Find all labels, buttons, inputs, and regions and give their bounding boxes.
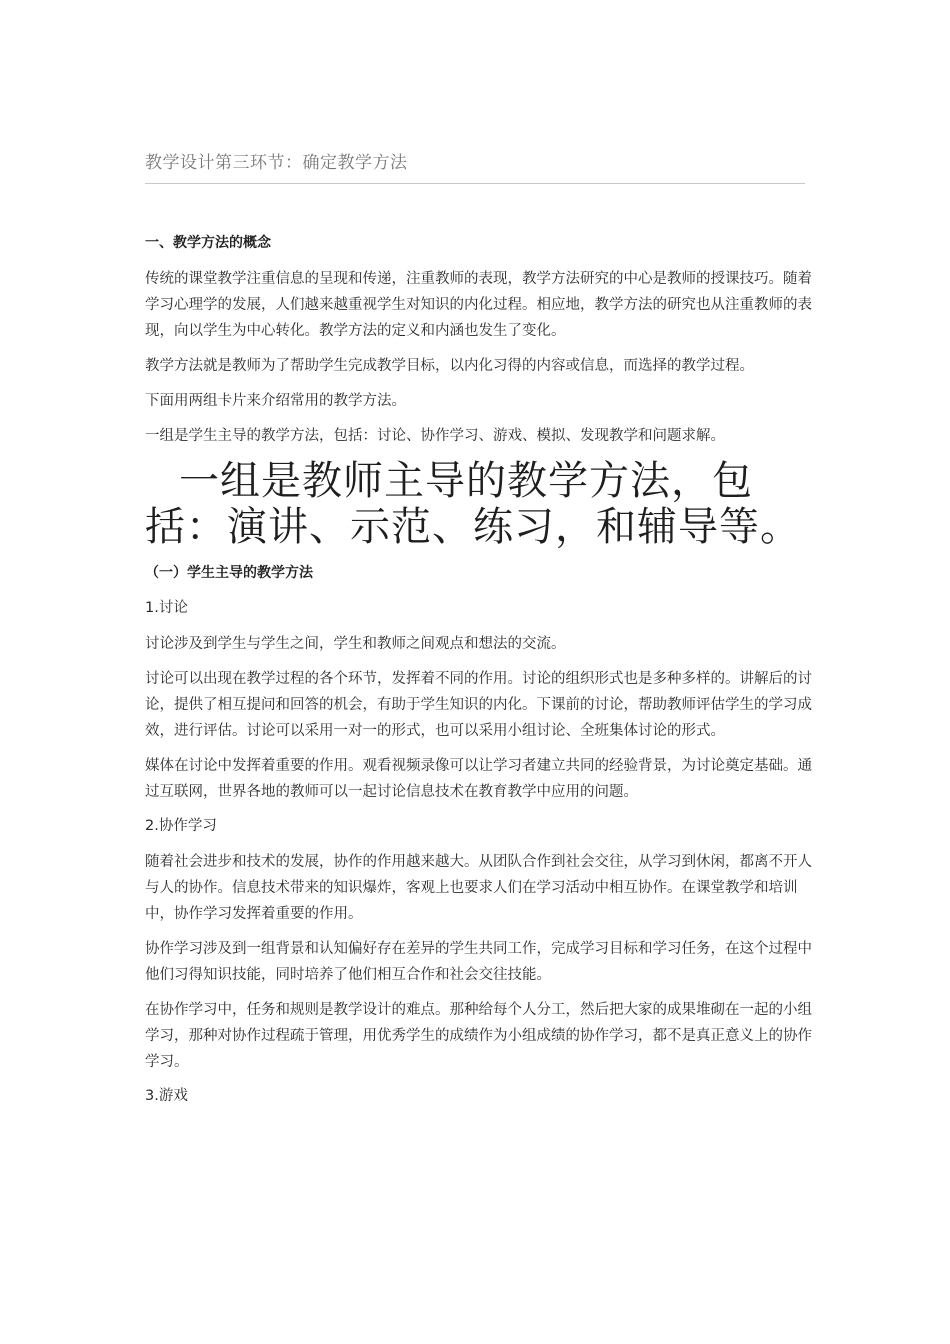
item-heading: 3.游戏 [145, 1088, 188, 1104]
paragraph: 一组是学生主导的教学方法，包括：讨论、协作学习、游戏、模拟、发现教学和问题求解。 [145, 428, 725, 444]
paragraph: 协作学习涉及到一组背景和认知偏好存在差异的学生共同工作，完成学习目标和学习任务，在这个过程中他们习得知识技能，同时培养了他们相互合作和社会交往技能。 [145, 941, 812, 983]
document-body [145, 232, 820, 1119]
section-heading: 一、教学方法的概念 [145, 235, 271, 251]
document-title: 教学设计第三环节：确定教学方法 [145, 148, 805, 184]
paragraph: 在协作学习中，任务和规则是教学设计的难点。那种给每个人分工，然后把大家的成果堆砌在一起的小组学习，那种对协作过程疏于管理，用优秀学生的成绩作为小组成绩的协作学习，都不是真正意义上的协作学习。 [145, 1002, 812, 1070]
paragraph: 随着社会进步和技术的发展，协作的作用越来越大。从团队合作到社会交往，从学习到休闲，都离不开人与人的协作。信息技术带来的知识爆炸，客观上也要求人们在学习活动中相互协作。在课堂教学和培训中，协作学习发挥着重要的作用。 [145, 854, 812, 922]
paragraph: 下面用两组卡片来介绍常用的教学方法。 [145, 393, 406, 409]
paragraph: 讨论涉及到学生与学生之间，学生和教师之间观点和想法的交流。 [145, 636, 566, 652]
item-heading: 2.协作学习 [145, 818, 217, 834]
item-heading: 1.讨论 [145, 600, 188, 616]
subsection-heading: （一）学生主导的教学方法 [145, 565, 313, 581]
large-paragraph: 一组是教师主导的教学方法，包括：演讲、示范、练习，和辅导等。 [145, 458, 801, 550]
paragraph: 传统的课堂教学注重信息的呈现和传递，注重教师的表现，教学方法研究的中心是教师的授课技巧。随着学习心理学的发展，人们越来越重视学生对知识的内化过程。相应地，教学方法的研究也从注重教师的表现，向以学生为中心转化。教学方法的定义和内涵也发生了变化。 [145, 271, 812, 339]
paragraph: 讨论可以出现在教学过程的各个环节，发挥着不同的作用。讨论的组织形式也是多种多样的。讲解后的讨论，提供了相互提问和回答的机会，有助于学生知识的内化。下课前的讨论，帮助教师评估学生的学习成效，进行评估。讨论可以采用一对一的形式，也可以采用小组讨论、全班集体讨论的形式。 [145, 671, 812, 739]
paragraph: 教学方法就是教师为了帮助学生完成教学目标，以内化习得的内容或信息，而选择的教学过程。 [145, 358, 754, 374]
paragraph: 媒体在讨论中发挥着重要的作用。观看视频录像可以让学习者建立共同的经验背景，为讨论奠定基础。通过互联网，世界各地的教师可以一起讨论信息技术在教育教学中应用的问题。 [145, 758, 812, 800]
